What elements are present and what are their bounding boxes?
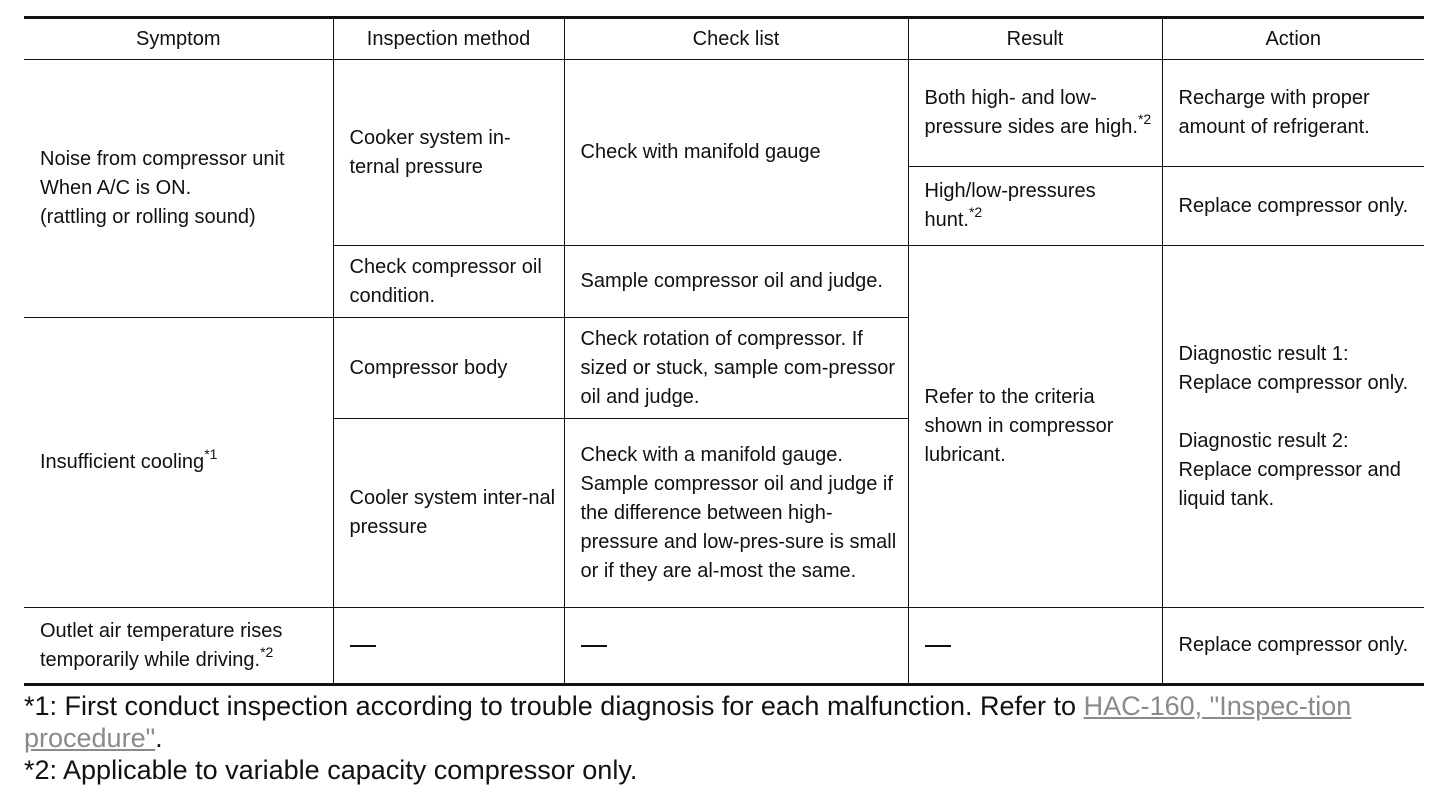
result-text: Both high- and low-pressure sides are high. <box>924 87 1138 138</box>
result-empty <box>908 608 1162 685</box>
dash-mark <box>925 645 951 647</box>
header-result: Result <box>908 18 1162 60</box>
footnote-ref: *2 <box>968 204 983 220</box>
dash-mark <box>350 645 376 647</box>
symptom-text: Outlet air temperature rises temporarily while driving. <box>40 619 283 671</box>
result-refer-criteria: Refer to the criteria shown in compressor lubricant. <box>908 246 1162 608</box>
footnote-ref: *2 <box>260 643 274 660</box>
symptom-insufficient-cooling <box>24 318 333 608</box>
check-manifold-gauge: Check with manifold gauge <box>564 60 908 246</box>
footnote-ref: *1 <box>204 446 218 462</box>
document-page <box>24 16 1426 786</box>
symptom-noise <box>24 60 333 318</box>
result-text: High/low-pressures hunt. <box>924 180 1096 231</box>
action-replace-compressor: Replace compressor only. <box>1162 608 1424 685</box>
action-replace-compressor: Replace compressor only. <box>1162 167 1424 246</box>
result-both-high <box>908 60 1162 167</box>
symptom-line: When A/C is ON. <box>40 177 192 199</box>
method-compressor-body: Compressor body <box>333 318 564 419</box>
diagnosis-table <box>24 16 1424 686</box>
footnote-1 <box>24 690 1426 754</box>
footnote-1-end: . <box>155 723 163 753</box>
symptom-line: (rattling or rolling sound) <box>40 206 256 228</box>
method-empty <box>333 608 564 685</box>
action-diagnostic-results <box>1162 246 1424 608</box>
header-action: Action <box>1162 18 1424 60</box>
table-row <box>24 608 1424 685</box>
reference-link[interactable]: HAC-160, "Inspec-tion procedure" <box>24 691 1352 753</box>
dash-mark <box>581 645 607 647</box>
result-pressures-hunt <box>908 167 1162 246</box>
header-row <box>24 18 1424 60</box>
symptom-text: Insufficient cooling <box>40 451 205 473</box>
footnotes <box>24 690 1426 786</box>
symptom-line: Noise from compressor unit <box>40 148 285 170</box>
footnote-1-text: *1: First conduct inspection according to trouble diagnosis for each malfunction. Refer to <box>24 691 1084 721</box>
action-text: Replace compressor only. <box>1178 371 1409 394</box>
action-label: Diagnostic result 2: <box>1178 429 1349 452</box>
action-text: Replace compressor and liquid tank. <box>1178 458 1401 510</box>
check-manifold-sample: Check with a manifold gauge. Sample compressor oil and judge if the difference between high-pressure and low-pres-sure is small or if they are al-most the same. <box>564 419 908 608</box>
check-sample-oil: Sample compressor oil and judge. <box>564 246 908 318</box>
header-symptom: Symptom <box>24 18 333 60</box>
action-recharge: Recharge with proper amount of refrigerant. <box>1162 60 1424 167</box>
symptom-outlet-temperature <box>24 608 333 685</box>
table-row <box>24 60 1424 167</box>
method-cooler-pressure: Cooler system inter-nal pressure <box>333 419 564 608</box>
footnote-2: *2: Applicable to variable capacity compressor only. <box>24 755 638 785</box>
footnote-ref: *2 <box>1137 111 1152 127</box>
check-empty <box>564 608 908 685</box>
check-rotation: Check rotation of compressor. If sized or stuck, sample com-pressor oil and judge. <box>564 318 908 419</box>
method-cooker-pressure: Cooker system in-ternal pressure <box>333 60 564 246</box>
header-inspection-method: Inspection method <box>333 18 564 60</box>
header-check-list: Check list <box>564 18 908 60</box>
method-oil-condition: Check compressor oil condition. <box>333 246 564 318</box>
action-label: Diagnostic result 1: <box>1178 342 1349 365</box>
